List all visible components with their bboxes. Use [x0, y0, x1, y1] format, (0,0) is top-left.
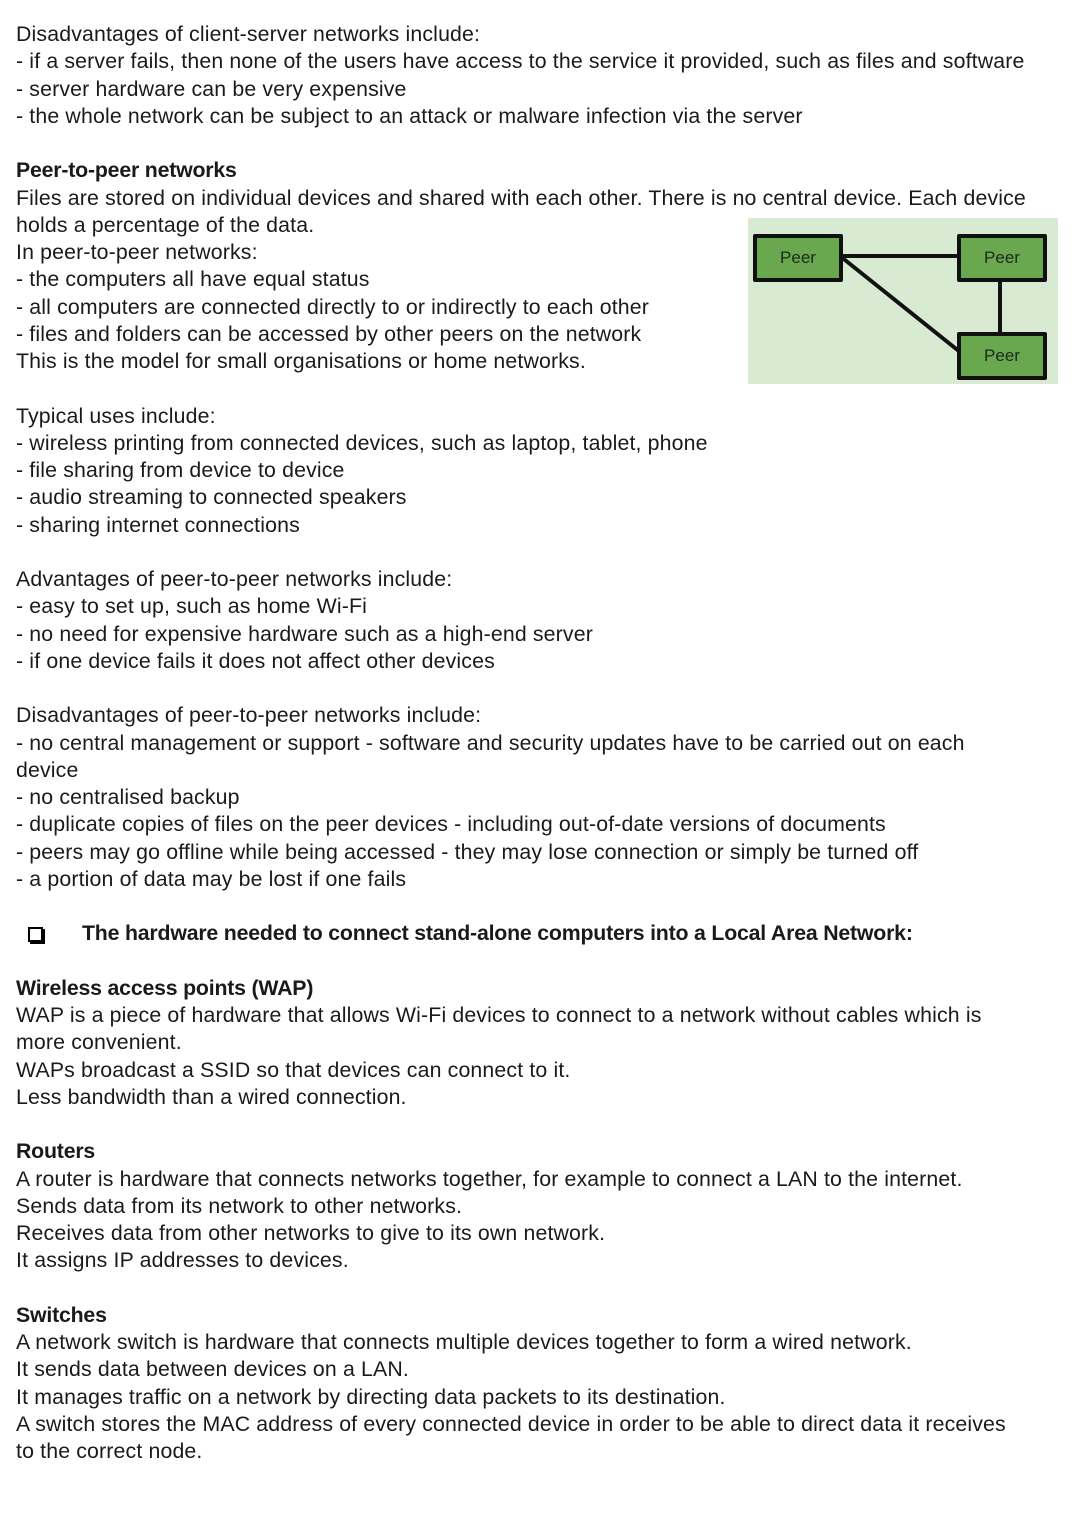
line-text: more convenient.: [16, 1030, 182, 1055]
line-text: WAPs broadcast a SSID so that devices can connect to it.: [16, 1057, 571, 1082]
line-text: - a portion of data may be lost if one fails: [16, 866, 407, 891]
line-text: - audio streaming to connected speakers: [16, 485, 407, 510]
line-text: - easy to set up, such as home Wi-Fi: [16, 594, 368, 619]
line-text: - sharing internet connections: [16, 512, 300, 537]
text-line: [16, 648, 1076, 675]
text-line: [16, 1329, 1076, 1356]
peer-node-1: Peer: [753, 234, 843, 282]
text-line: [16, 403, 1076, 430]
line-text: WAP is a piece of hardware that allows Wi-Fi devices to connect to a network without cables which is: [16, 1003, 982, 1027]
text-line: [16, 512, 1076, 539]
line-text: holds a percentage of the data.: [16, 212, 315, 237]
subheading: [16, 157, 1076, 184]
line-text: Wireless access points (WAP): [16, 975, 314, 1000]
text-line: [16, 1438, 1076, 1465]
checkbox-icon: [28, 927, 43, 942]
line-text: It sends data between devices on a LAN.: [16, 1357, 409, 1382]
text-line: [16, 185, 1076, 212]
section-heading: [16, 920, 1076, 947]
blank-line: [16, 130, 1076, 157]
text-line: [16, 757, 1076, 784]
line-text: - no central management or support - software and security updates have to be carried out on each: [16, 730, 965, 755]
line-text: It assigns IP addresses to devices.: [16, 1248, 349, 1273]
text-line: [16, 1166, 1076, 1193]
text-line: [16, 457, 1076, 484]
line-text: Disadvantages of client-server networks include:: [16, 22, 481, 46]
line-text: - peers may go offline while being accessed - they may lose connection or simply be turned off: [16, 839, 919, 864]
line-text: Peer-to-peer networks: [16, 158, 237, 183]
line-text: - all computers are connected directly to or indirectly to each other: [16, 294, 649, 319]
line-text: It manages traffic on a network by directing data packets to its destination.: [16, 1384, 726, 1409]
line-text: - no need for expensive hardware such as a high-end server: [16, 621, 593, 646]
line-text: A switch stores the MAC address of every connected device in order to be able to direct data it receives: [16, 1411, 1006, 1436]
line-text: - files and folders can be accessed by other peers on the network: [16, 321, 642, 346]
line-text: - server hardware can be very expensive: [16, 76, 407, 101]
text-line: [16, 1247, 1076, 1274]
blank-line: [16, 1275, 1076, 1302]
line-text: - no centralised backup: [16, 785, 240, 809]
line-text: Files are stored on individual devices and shared with each other. There is no central device. Each device: [16, 185, 1026, 210]
text-line: [16, 484, 1076, 511]
line-text: - if one device fails it does not affect other devices: [16, 648, 495, 673]
line-text: to the correct node.: [16, 1439, 203, 1463]
line-text: Disadvantages of peer-to-peer networks include:: [16, 703, 482, 728]
text-line: [16, 1220, 1076, 1247]
text-line: [16, 839, 1076, 866]
line-text: Receives data from other networks to give to its own network.: [16, 1221, 606, 1245]
text-line: [16, 48, 1076, 75]
text-line: [16, 811, 1076, 838]
text-line: [16, 1084, 1076, 1111]
subheading: [16, 1138, 1076, 1165]
line-text: Advantages of peer-to-peer networks include:: [16, 567, 453, 591]
line-text: - the computers all have equal status: [16, 267, 370, 292]
line-text: This is the model for small organisations or home networks.: [16, 349, 586, 373]
text-line: [16, 784, 1076, 811]
line-text: - if a server fails, then none of the users have access to the service it provided, such as files and software: [16, 49, 1025, 74]
text-line: [16, 1002, 1076, 1029]
text-line: [16, 621, 1076, 648]
peer-to-peer-diagram: [748, 218, 1058, 384]
line-text: A network switch is hardware that connects multiple devices together to form a wired network.: [16, 1330, 912, 1354]
text-line: [16, 1356, 1076, 1383]
line-text: - file sharing from device to device: [16, 458, 345, 482]
blank-line: [16, 675, 1076, 702]
line-text: Typical uses include:: [16, 403, 216, 428]
text-line: [16, 730, 1076, 757]
text-line: [16, 1057, 1076, 1084]
line-text: In peer-to-peer networks:: [16, 240, 258, 264]
link-peer1-peer3: [840, 256, 960, 352]
blank-line: [16, 1111, 1076, 1138]
line-text: A router is hardware that connects networks together, for example to connect a LAN to the internet.: [16, 1166, 963, 1191]
subheading: [16, 1302, 1076, 1329]
text-line: [16, 1029, 1076, 1056]
line-text: - the whole network can be subject to an attack or malware infection via the server: [16, 103, 803, 128]
text-line: [16, 1384, 1076, 1411]
text-line: [16, 866, 1076, 893]
line-text: Less bandwidth than a wired connection.: [16, 1084, 407, 1109]
text-line: [16, 76, 1076, 103]
text-line: [16, 1193, 1076, 1220]
line-text: Switches: [16, 1302, 107, 1327]
text-line: [16, 593, 1076, 620]
blank-line: [16, 539, 1076, 566]
text-line: [16, 21, 1076, 48]
text-line: [16, 1411, 1076, 1438]
line-text: - duplicate copies of files on the peer devices - including out-of-date versions of documents: [16, 812, 886, 837]
subheading: [16, 975, 1076, 1002]
blank-line: [16, 948, 1076, 975]
line-text: Routers: [16, 1139, 96, 1164]
peer-node-3: Peer: [957, 332, 1047, 380]
text-line: [16, 702, 1076, 729]
blank-line: [16, 893, 1076, 920]
text-line: [16, 566, 1076, 593]
text-line: [16, 430, 1076, 457]
text-line: [16, 103, 1076, 130]
line-text: Sends data from its network to other networks.: [16, 1193, 463, 1218]
line-text: device: [16, 757, 79, 782]
line-text: - wireless printing from connected devices, such as laptop, tablet, phone: [16, 430, 708, 455]
peer-node-2: Peer: [957, 234, 1047, 282]
line-text: The hardware needed to connect stand-alone computers into a Local Area Network:: [82, 921, 913, 946]
